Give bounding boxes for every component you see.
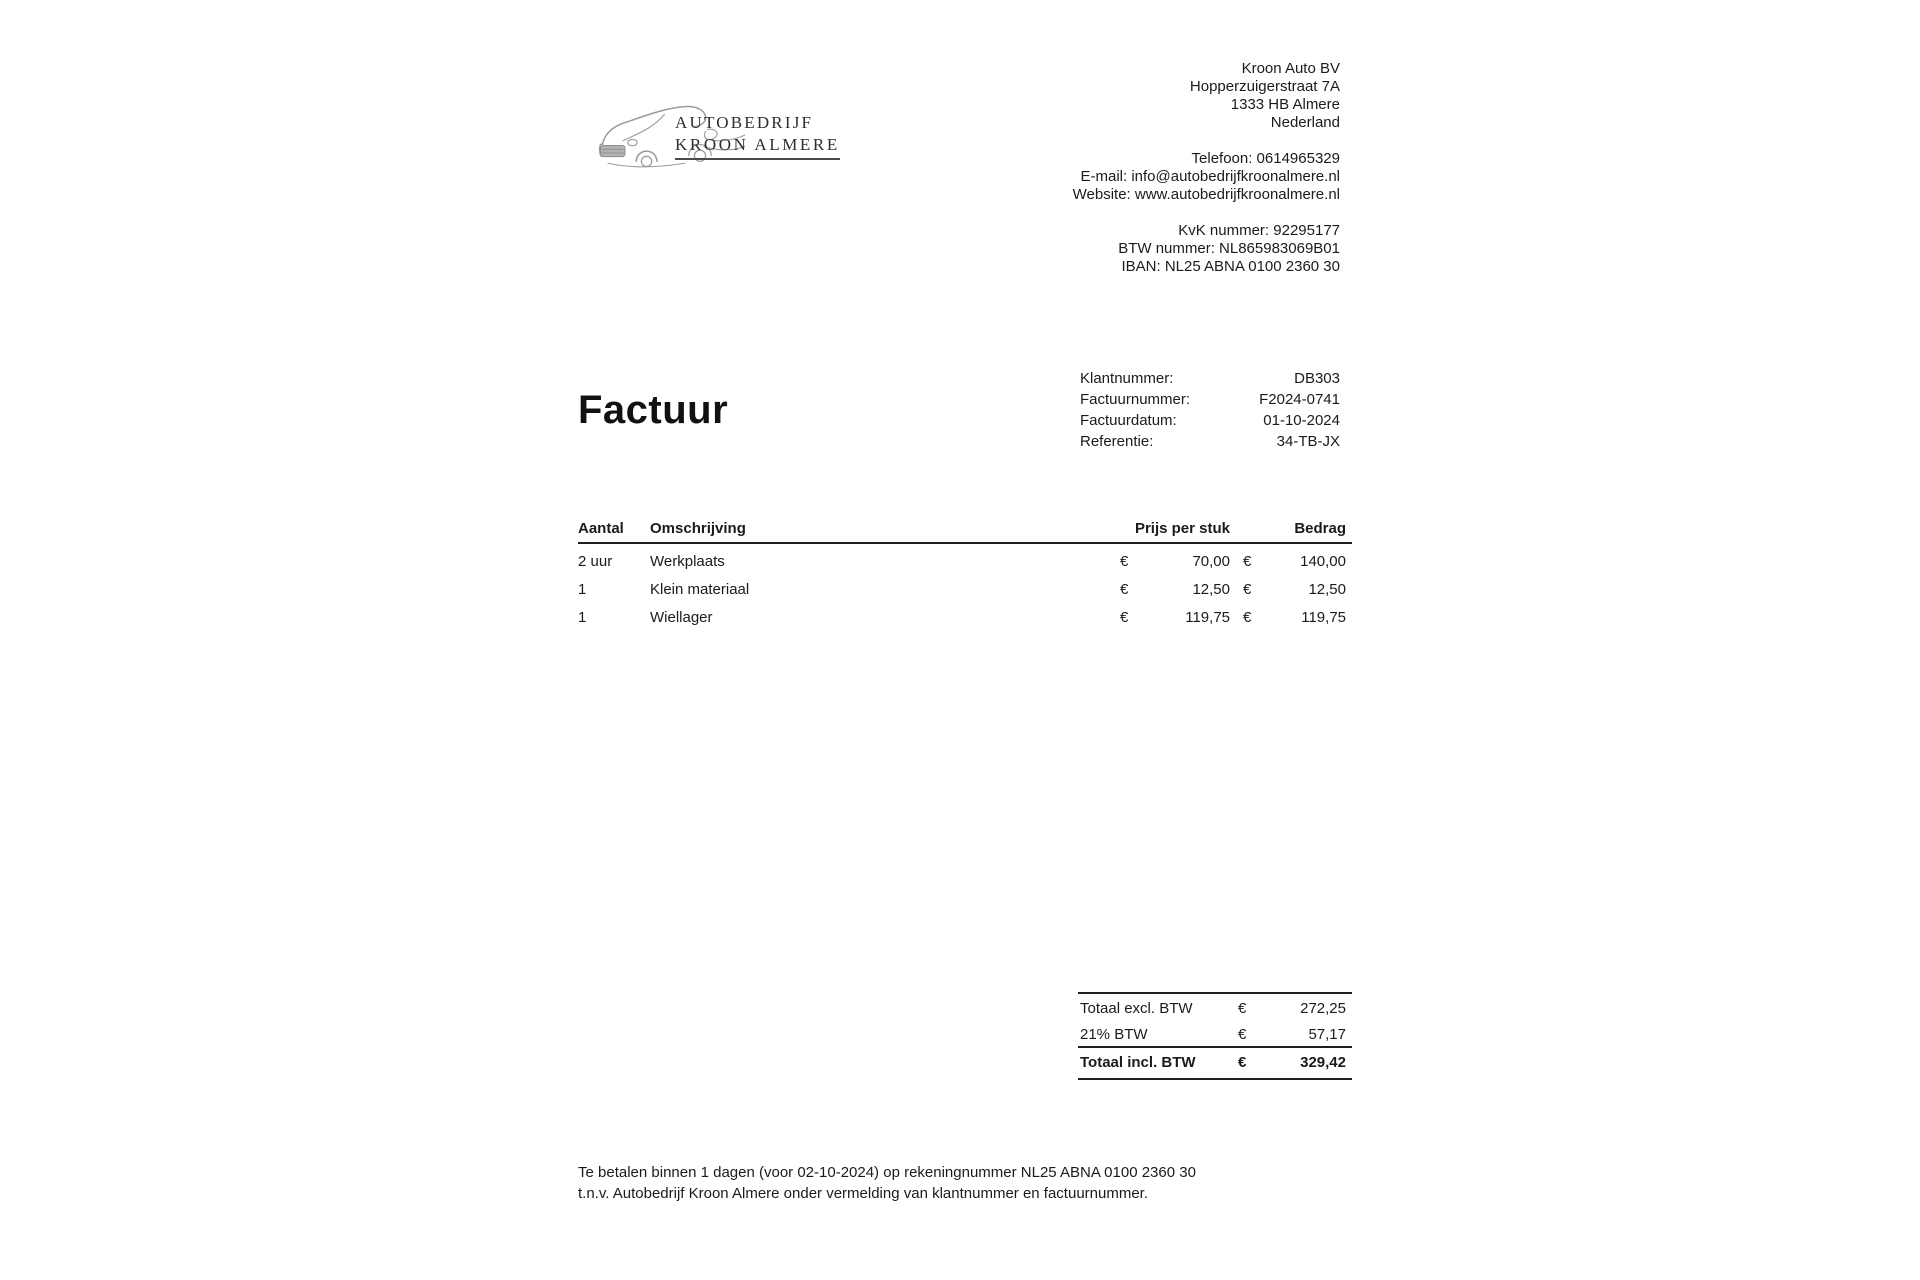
items-table: [578, 520, 1352, 628]
euro-sign: €: [1120, 581, 1129, 598]
header-aantal: Aantal: [578, 520, 624, 537]
euro-sign: €: [1238, 1000, 1247, 1017]
totals-block: [1078, 992, 1352, 1080]
euro-sign: €: [1243, 581, 1252, 598]
company-website: Website: www.autobedrijfkroonalmere.nl: [1072, 186, 1340, 203]
cell-prijs: 119,75: [1185, 609, 1230, 626]
euro-sign: €: [1238, 1026, 1247, 1043]
total-excl-row: [1078, 994, 1352, 1020]
company-logo: [595, 100, 840, 174]
company-street: Hopperzuigerstraat 7A: [1189, 78, 1340, 95]
meta-value: 01-10-2024: [1263, 412, 1340, 429]
meta-row-factuurnummer: [1080, 389, 1340, 410]
company-phone: Telefoon: 0614965329: [1191, 150, 1340, 167]
euro-sign: €: [1238, 1054, 1247, 1071]
euro-sign: €: [1120, 609, 1129, 626]
invoice-meta: [1080, 368, 1340, 452]
meta-label: Referentie:: [1080, 433, 1154, 450]
meta-value: 34-TB-JX: [1276, 433, 1340, 450]
payment-terms-line1: Te betalen binnen 1 dagen (voor 02-10-2024) op rekeningnummer NL25 ABNA 0100 2360 30: [578, 1164, 1196, 1181]
meta-row-referentie: [1080, 431, 1340, 452]
euro-sign: €: [1120, 553, 1129, 570]
header-omschrijving: Omschrijving: [650, 520, 746, 537]
logo-text: [675, 100, 840, 160]
cell-prijs: 12,50: [1192, 581, 1230, 598]
company-postal-city: 1333 HB Almere: [1230, 96, 1340, 113]
company-btw: BTW nummer: NL865983069B01: [1118, 240, 1340, 257]
euro-sign: €: [1243, 553, 1252, 570]
total-label: Totaal incl. BTW: [1080, 1054, 1196, 1071]
total-label: 21% BTW: [1080, 1026, 1148, 1043]
logo-line2: KROON ALMERE: [675, 134, 840, 160]
meta-label: Factuurnummer:: [1080, 391, 1191, 408]
meta-value: DB303: [1294, 370, 1340, 387]
company-country: Nederland: [1270, 114, 1340, 131]
table-row: [578, 544, 1352, 572]
logo-line1: AUTOBEDRIJF: [675, 113, 814, 132]
company-email: E-mail: info@autobedrijfkroonalmere.nl: [1080, 168, 1340, 185]
meta-row-klantnummer: [1080, 368, 1340, 389]
btw-row: [1078, 1020, 1352, 1046]
table-row: [578, 572, 1352, 600]
cell-omschrijving: Werkplaats: [650, 553, 725, 570]
cell-aantal: 2 uur: [578, 553, 613, 570]
payment-terms-line2: t.n.v. Autobedrijf Kroon Almere onder vermelding van klantnummer en factuurnummer.: [578, 1185, 1149, 1202]
table-row: [578, 600, 1352, 628]
total-value: 329,42: [1300, 1054, 1346, 1071]
header-prijs-per-stuk: Prijs per stuk: [1134, 520, 1230, 537]
meta-label: Klantnummer:: [1080, 370, 1174, 387]
items-table-header: [578, 520, 1352, 544]
total-label: Totaal excl. BTW: [1080, 1000, 1193, 1017]
meta-value: F2024-0741: [1259, 391, 1340, 408]
cell-prijs: 70,00: [1192, 553, 1230, 570]
page-title: Factuur: [578, 388, 729, 432]
cell-omschrijving: Klein materiaal: [650, 581, 750, 598]
company-name: Kroon Auto BV: [1241, 60, 1340, 77]
cell-aantal: 1: [578, 609, 587, 626]
cell-omschrijving: Wiellager: [650, 609, 713, 626]
company-details: [1073, 60, 1340, 276]
total-value: 57,17: [1308, 1026, 1346, 1043]
payment-terms: [578, 1162, 1498, 1204]
meta-row-factuurdatum: [1080, 410, 1340, 431]
total-value: 272,25: [1300, 1000, 1346, 1017]
cell-bedrag: 12,50: [1308, 581, 1346, 598]
meta-label: Factuurdatum:: [1080, 412, 1177, 429]
cell-bedrag: 140,00: [1300, 553, 1346, 570]
header-bedrag: Bedrag: [1294, 520, 1346, 537]
euro-sign: €: [1243, 609, 1252, 626]
company-kvk: KvK nummer: 92295177: [1178, 222, 1340, 239]
cell-aantal: 1: [578, 581, 587, 598]
total-incl-row: [1078, 1046, 1352, 1080]
cell-bedrag: 119,75: [1301, 609, 1346, 626]
company-iban: IBAN: NL25 ABNA 0100 2360 30: [1121, 258, 1340, 275]
